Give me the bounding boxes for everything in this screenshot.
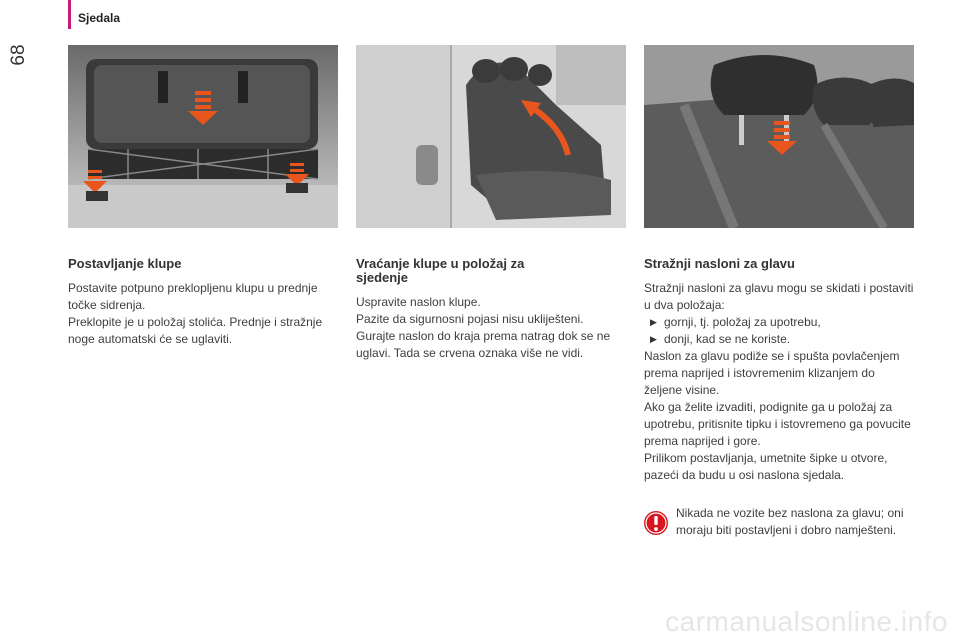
column-bench-return: [356, 257, 626, 362]
warning-text: Nikada ne vozite bez naslona za glavu; oni moraju biti postavljeni i dobro namješteni.: [676, 506, 904, 537]
paragraph: Ako ga želite izvaditi, podignite ga u položaj za upotrebu, pritisnite tipku i istovremeno ga povucite prema naprijed i gore.: [644, 400, 911, 448]
photo-bench-sitting: [356, 45, 626, 228]
paragraph: Postavite potpuno preklopljenu klupu u prednje točke sidrenja.: [68, 281, 318, 312]
paragraph: Stražnji nasloni za glavu mogu se skidati i postaviti u dva položaja:: [644, 281, 914, 312]
photo-headrests: [644, 45, 914, 228]
column-rear-headrests: [644, 257, 914, 484]
triangle-bullet-icon: ▶: [650, 317, 657, 327]
watermark: carmanualsonline.info: [665, 606, 948, 637]
section-heading: Vraćanje klupe u položaj za sjedenje: [356, 256, 525, 285]
section-title: Sjedala: [78, 11, 121, 25]
paragraph: Preklopite je u položaj stolića. Prednje i stražnje noge automatski će se uglaviti.: [68, 315, 323, 346]
section-heading: Stražnji nasloni za glavu: [644, 256, 795, 271]
paragraph: Pazite da sigurnosni pojasi nisu ukliješteni.: [356, 312, 584, 326]
paragraph: Gurajte naslon do kraja prema natrag dok se ne uglavi. Tada se crvena oznaka više ne vidi.: [356, 329, 611, 360]
triangle-bullet-icon: ▶: [650, 334, 657, 344]
column-bench-placement: [68, 257, 338, 348]
section-heading: Postavljanje klupe: [68, 256, 182, 271]
page-number: 68: [8, 44, 29, 66]
paragraph: Uspravite naslon klupe.: [356, 295, 481, 309]
paragraph: Prilikom postavljanja, umetnite šipke u otvore, pazeći da budu u osi naslona sjedala.: [644, 451, 888, 482]
paragraph: Naslon za glavu podiže se i spušta povlačenjem prema naprijed i istovremenim klizanjem do željene visine.: [644, 349, 900, 397]
warning-note: [643, 505, 923, 565]
photo-folded-bench: [68, 45, 338, 228]
list-item: ▶ gornji, tj. položaj za upotrebu,: [650, 315, 821, 329]
warning-exclamation-icon: [643, 510, 669, 536]
list-item: ▶ donji, kad se ne koriste.: [650, 332, 791, 346]
bullet-list: [644, 314, 914, 348]
section-accent-bar: [68, 0, 71, 29]
